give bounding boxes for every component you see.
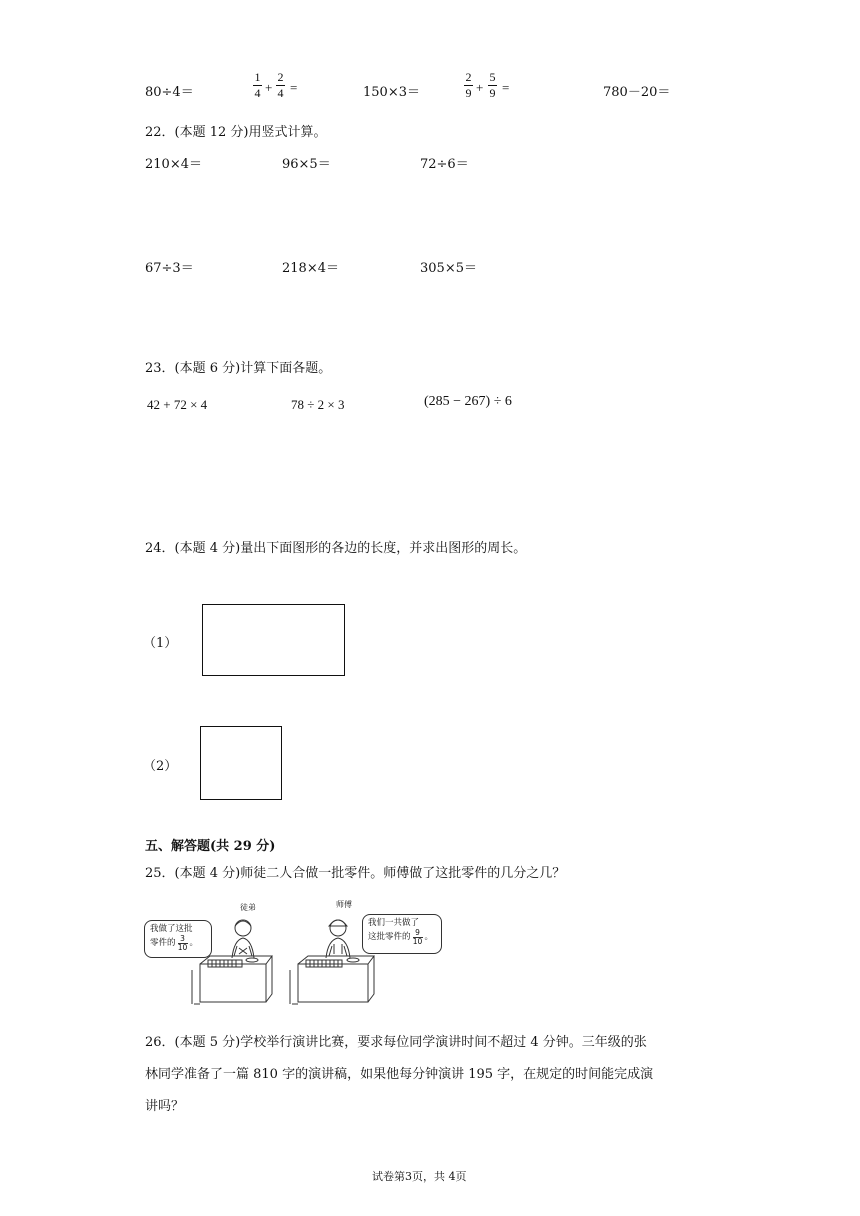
section-heading: 五、解答题(共 29 分): [145, 839, 276, 854]
denominator: 4: [277, 86, 284, 100]
q22-heading: 22．(本题 12 分)用竖式计算。: [145, 125, 327, 140]
fraction-1-4: [253, 71, 262, 100]
rectangle-shape: [202, 604, 345, 676]
q22-item: 218×4＝: [282, 261, 339, 276]
denominator: 9: [465, 86, 472, 100]
q22-item: 305×5＝: [420, 261, 477, 276]
calc-80-div-4: 80÷4＝: [145, 85, 194, 100]
fraction-2-4: [276, 71, 285, 100]
q25-heading: 25．(本题 4 分)师徒二人合做一批零件。师傅做了这批零件的几分之几？: [145, 866, 566, 881]
fraction-5-9: [488, 71, 497, 100]
q26-line: 林同学准备了一篇 810 字的演讲稿，如果他每分钟演讲 195 字，在规定的时间能完成演: [145, 1067, 654, 1082]
numerator: 5: [489, 70, 496, 84]
workers-drawing: [140, 896, 450, 1008]
q23-item: 42 + 72 × 4: [147, 397, 208, 412]
numerator: 2: [277, 70, 284, 84]
q22-item: 67÷3＝: [145, 261, 194, 276]
q22-item: 96×5＝: [282, 157, 331, 172]
numerator: 1: [254, 70, 261, 84]
plus-sign: +: [265, 80, 273, 95]
equals-sign: =: [502, 80, 510, 95]
calc-780-minus-20: 780－20＝: [603, 85, 671, 100]
q23-item: 78 ÷ 2 × 3: [291, 397, 345, 412]
q23-heading: 23．(本题 6 分)计算下面各题。: [145, 361, 332, 376]
fraction-2-9: [464, 71, 473, 100]
bubble-text: 我做了这批: [150, 924, 193, 934]
bubble-text-line2: 零件的 3 10 。: [150, 934, 199, 952]
denominator: 4: [254, 86, 261, 100]
q22-item: 72÷6＝: [420, 157, 469, 172]
plus-sign: +: [476, 80, 484, 95]
q23-item: (285 − 267) ÷ 6: [424, 394, 512, 409]
page-footer: 试卷第3页，共 4页: [372, 1170, 467, 1183]
q26-line: 26．(本题 5 分)学校举行演讲比赛，要求每位同学演讲时间不超过 4 分钟。三年级的张: [145, 1035, 647, 1050]
equals-sign: =: [290, 80, 298, 95]
denominator: 9: [489, 86, 496, 100]
bubble-text: 我们一共做了: [368, 918, 420, 928]
apprentice-name: 徒弟: [240, 903, 256, 912]
q24-heading: 24．(本题 4 分)量出下面图形的各边的长度，并求出图形的周长。: [145, 541, 527, 556]
numerator: 2: [465, 70, 472, 84]
square-shape: [200, 726, 282, 800]
shape-label-1: （1）: [143, 636, 178, 651]
bubble-text-line2: 这批零件的 9 10 。: [368, 928, 434, 946]
q25-illustration: [140, 896, 450, 1008]
q26-line: 讲吗？: [145, 1099, 185, 1114]
master-name: 师傅: [336, 900, 352, 909]
shape-label-2: （2）: [143, 759, 178, 774]
q22-item: 210×4＝: [145, 157, 202, 172]
calc-150-times-3: 150×3＝: [363, 85, 420, 100]
